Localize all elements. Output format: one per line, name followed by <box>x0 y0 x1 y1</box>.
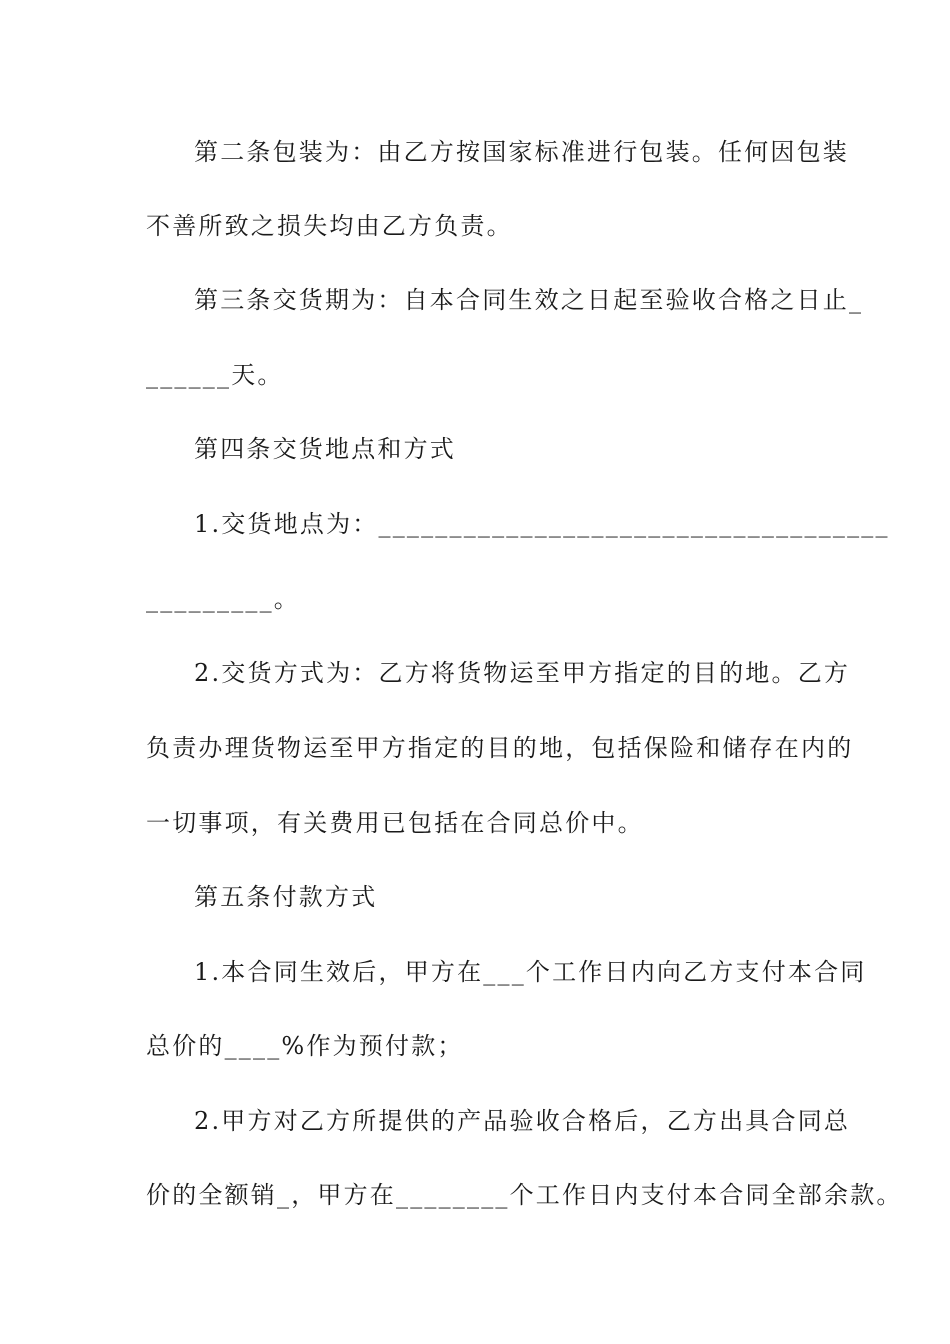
clause-5-heading: 第五条付款方式 <box>194 883 378 911</box>
clause-4-item-1-line-2: _________。 <box>146 585 300 613</box>
clause-5-item-2-line-1: 2.甲方对乙方所提供的产品验收合格后，乙方出具合同总 <box>194 1107 851 1135</box>
clause-2-packaging-line-1: 第二条包装为：由乙方按国家标准进行包装。任何因包装 <box>194 138 849 166</box>
clause-5-item-1-line-2: 总价的____%作为预付款； <box>146 1032 464 1060</box>
clause-4-item-2-line-2: 负责办理货物运至甲方指定的目的地，包括保险和储存在内的 <box>146 734 854 762</box>
clause-4-item-1-line-1: 1.交货地点为：____________________________________ <box>194 510 890 538</box>
clause-3-delivery-period-line-2: ______天。 <box>146 361 284 389</box>
clause-4-item-2-line-1: 2.交货方式为：乙方将货物运至甲方指定的目的地。乙方 <box>194 659 851 687</box>
clause-2-packaging-line-2: 不善所致之损失均由乙方负责。 <box>146 212 513 240</box>
clause-3-delivery-period-line-1: 第三条交货期为：自本合同生效之日起至验收合格之日止_ <box>194 286 864 314</box>
clause-4-item-2-line-3: 一切事项，有关费用已包括在合同总价中。 <box>146 809 644 837</box>
clause-4-heading: 第四条交货地点和方式 <box>194 435 456 463</box>
clause-5-item-2-line-2: 价的全额销_，甲方在________个工作日内支付本合同全部余款。 <box>146 1181 903 1209</box>
clause-5-item-1-line-1: 1.本合同生效后，甲方在___个工作日内向乙方支付本合同 <box>194 958 867 986</box>
